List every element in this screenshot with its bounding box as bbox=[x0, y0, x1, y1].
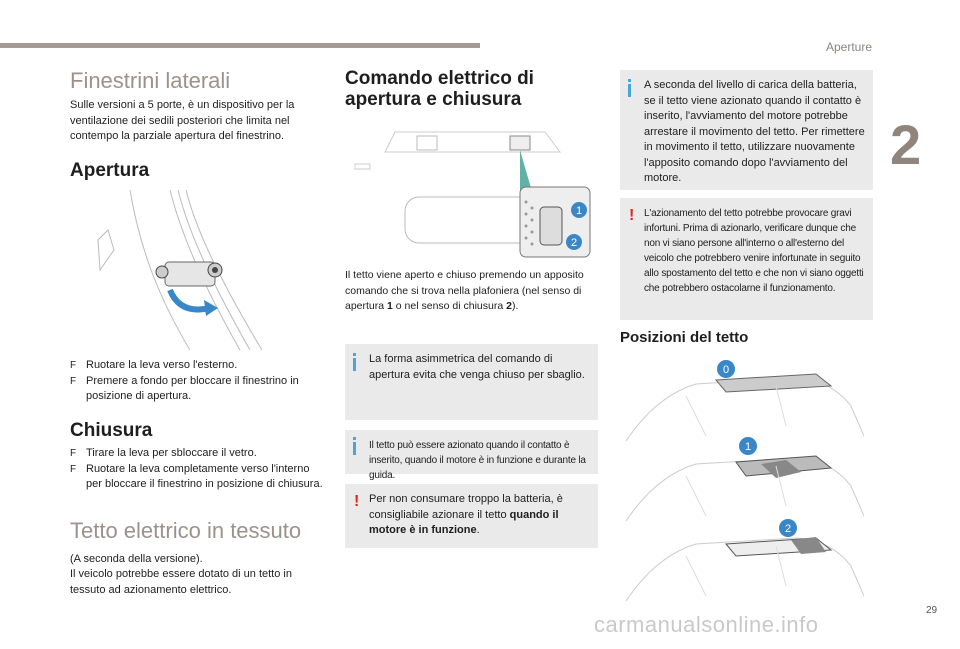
direction-close-number: 2 bbox=[506, 300, 512, 312]
closing-title: Chiusura bbox=[70, 420, 153, 441]
warning-box-injury: ! L'azionamento del tetto potrebbe provocare gravi infortuni. Prima di azionarlo, verificare dunque che non vi siano persone all'interno o all'esterno del veicolo che potrebbero venire infortunate in seguito allo spostamento del tetto e che non vi siano oggetti che potrebbero ostacolarne il funzionamento. bbox=[620, 198, 873, 320]
warning-box-battery: ! Per non consumare troppo la batteria, è consigliabile azionare il tetto quando il motore è in funzione. bbox=[345, 484, 598, 548]
roof-version-note: (A seconda della versione). bbox=[70, 553, 203, 565]
roof-control-illustration bbox=[345, 122, 597, 258]
bullet-icon: F bbox=[70, 463, 77, 475]
info-box-shape: La forma asimmetrica del comando di apertura evita che venga chiuso per sbaglio. bbox=[345, 344, 598, 420]
roof-description: Il veicolo potrebbe essere dotato di un tetto in tessuto ad azionamento elettrico. bbox=[70, 568, 292, 596]
roof-position-1-label: 1 bbox=[744, 441, 752, 453]
bullet-icon: F bbox=[70, 360, 77, 371]
list-item: F Ruotare la leva completamente verso l'interno per bloccare il finestrino in posizione di chiusura. bbox=[70, 462, 323, 490]
direction-open-number: 1 bbox=[387, 300, 393, 312]
info-box-battery: A seconda del livello di carica della batteria, se il tetto viene azionato quando il contatto è inserito, l'avviamento del motore potrebbe arrestare il movimento del tetto. Per rimettere in movimento il tetto, utilizzare nuovamente l'apposito comando dopo l'avviamento del motore. bbox=[620, 70, 873, 190]
windows-intro: Sulle versioni a 5 porte, è un dispositivo per la ventilazione dei sedili posteriori che limita nel contempo la parziale apertura del finestrino. bbox=[70, 99, 295, 142]
chapter-number: 2 bbox=[890, 113, 922, 176]
side-window-illustration bbox=[70, 190, 320, 350]
position-label-1: 1 bbox=[575, 205, 583, 217]
info-icon bbox=[628, 84, 631, 97]
bullet-icon: F bbox=[70, 448, 77, 459]
opening-title: Apertura bbox=[70, 160, 150, 181]
position-label-2: 2 bbox=[570, 237, 578, 249]
header-bar bbox=[0, 43, 480, 48]
roof-title: Tetto elettrico in tessuto bbox=[70, 518, 302, 543]
list-item: F Tirare la leva per sbloccare il vetro. bbox=[70, 446, 325, 462]
roof-position-2-label: 2 bbox=[784, 523, 792, 535]
closing-steps bbox=[70, 446, 325, 493]
info-box-operation: Il tetto può essere azionato quando il contatto è inserito, quando il motore è in funzione e durante la guida. bbox=[345, 430, 598, 474]
warning-icon: ! bbox=[629, 207, 635, 224]
roof-positions-title: Posizioni del tetto bbox=[620, 329, 749, 346]
list-item: F Ruotare la leva verso l'esterno. bbox=[70, 358, 325, 374]
control-title: Comando elettrico di apertura e chiusura bbox=[345, 68, 534, 110]
page-number: 29 bbox=[926, 605, 938, 616]
control-description: Il tetto viene aperto e chiuso premendo un apposito comando che si trova nella plafoniera (nel senso di apertura 1 o nel senso di chiusura 2). bbox=[345, 269, 584, 312]
windows-title: Finestrini laterali bbox=[70, 68, 231, 93]
section-label: Aperture bbox=[826, 40, 873, 54]
warning-icon: ! bbox=[354, 493, 360, 510]
roof-positions-illustration bbox=[626, 356, 864, 606]
watermark: carmanualsonline.info bbox=[594, 612, 819, 637]
info-icon bbox=[353, 442, 356, 455]
list-item: F Premere a fondo per bloccare il finestrino in posizione di apertura. bbox=[70, 374, 299, 402]
bullet-icon: F bbox=[70, 375, 77, 387]
roof-position-0-label: 0 bbox=[722, 364, 730, 376]
opening-steps bbox=[70, 358, 325, 405]
info-icon bbox=[353, 358, 356, 371]
